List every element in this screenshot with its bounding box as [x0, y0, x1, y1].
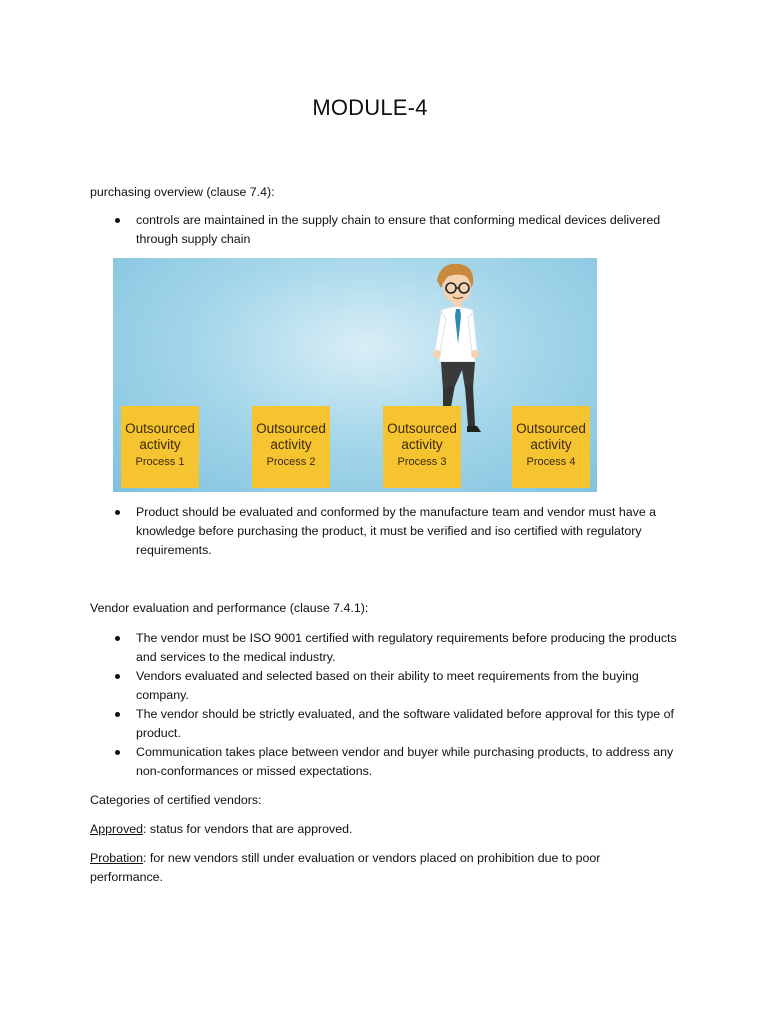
- list-item: Product should be evaluated and conformed by the manufacture team and vendor must have a knowledge before purchasing the product, it must be verified and iso certified with regulatory requirements.: [113, 503, 683, 560]
- list-item: Vendors evaluated and selected based on their ability to meet requirements from the buying company.: [113, 667, 683, 705]
- bullet-list-purchasing: [113, 211, 683, 249]
- approved-text: : status for vendors that are approved.: [143, 822, 353, 836]
- list-item: The vendor must be ISO 9001 certified with regulatory requirements before producing the products and services to the medical industry.: [113, 629, 683, 667]
- section-heading-vendor-evaluation: Vendor evaluation and performance (clause 7.4.1):: [90, 601, 369, 615]
- list-item: controls are maintained in the supply chain to ensure that conforming medical devices delivered through supply chain: [113, 211, 683, 249]
- outsourced-activity-box-2: Outsourced activity Process 2: [252, 406, 330, 488]
- probation-line: [90, 849, 650, 887]
- outsourced-activity-box-4: Outsourced activity Process 4: [512, 406, 590, 488]
- approved-label: Approved: [90, 822, 144, 836]
- outsourced-activity-illustration: [113, 258, 597, 492]
- probation-label: Probation: [90, 851, 144, 865]
- list-item: Communication takes place between vendor and buyer while purchasing products, to address any non-conformances or missed expectations.: [113, 743, 683, 781]
- page-title: MODULE-4: [312, 95, 428, 120]
- categories-heading: Categories of certified vendors:: [90, 793, 262, 807]
- outsourced-activity-box-3: Outsourced activity Process 3: [383, 406, 461, 488]
- outsourced-activity-box-1: Outsourced activity Process 1: [121, 406, 199, 488]
- list-item: The vendor should be strictly evaluated, and the software validated before approval for this type of product.: [113, 705, 683, 743]
- bullet-list-evaluation: [113, 503, 683, 560]
- probation-text: : for new vendors still under evaluation or vendors placed on prohibition due to poor performance.: [90, 851, 601, 884]
- section-heading-purchasing: purchasing overview (clause 7.4):: [90, 185, 275, 199]
- bullet-list-vendor: [113, 629, 683, 781]
- approved-line: [90, 820, 670, 839]
